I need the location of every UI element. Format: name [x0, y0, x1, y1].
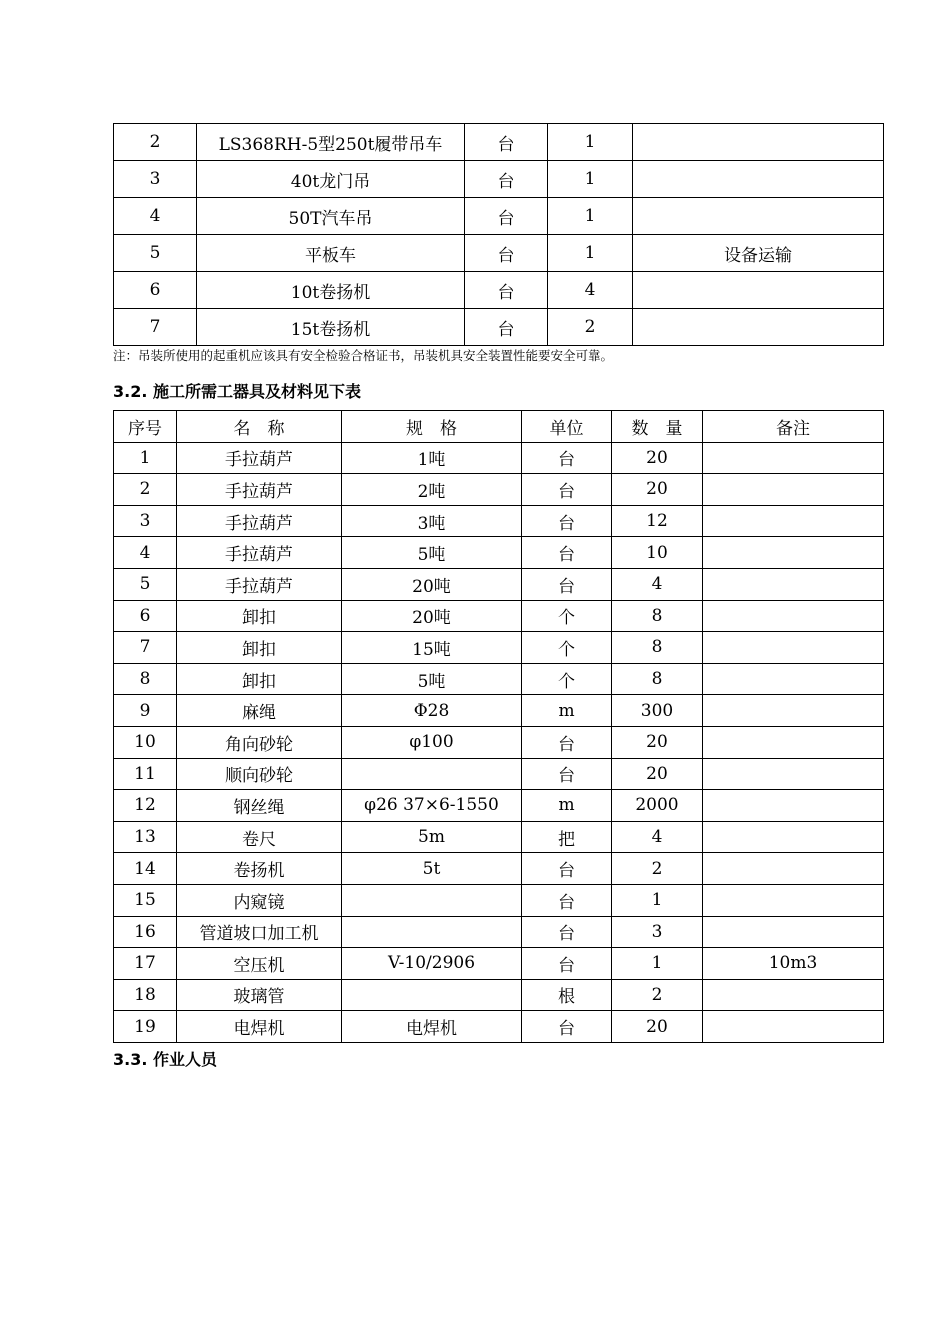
table-cell	[703, 505, 884, 537]
table-cell: 4	[548, 272, 633, 309]
table-cell: 1	[548, 198, 633, 235]
table-cell: V-10/2906	[342, 948, 522, 980]
table-cell: 1	[612, 884, 703, 916]
table-cell: 8	[612, 663, 703, 695]
table-row	[114, 821, 884, 853]
table-cell: 玻璃管	[177, 979, 342, 1011]
table-cell	[342, 979, 522, 1011]
table-row	[114, 632, 884, 664]
column-header: 单位	[522, 411, 612, 443]
table-cell: 10m3	[703, 948, 884, 980]
table-cell: 台	[465, 198, 548, 235]
table-cell	[703, 663, 884, 695]
table-cell: 5m	[342, 821, 522, 853]
table-cell: 1	[548, 161, 633, 198]
table-cell: 4	[114, 198, 197, 235]
table-cell: 电焊机	[342, 1011, 522, 1043]
table-cell: 顺向砂轮	[177, 758, 342, 790]
table-cell: 台	[465, 124, 548, 161]
crane-table	[113, 123, 884, 346]
table-cell: 台	[465, 235, 548, 272]
table-cell: 4	[114, 537, 177, 569]
table-cell	[703, 537, 884, 569]
table-cell: 2	[114, 124, 197, 161]
table-row	[114, 663, 884, 695]
column-header: 序号	[114, 411, 177, 443]
table-cell: 2	[612, 853, 703, 885]
table-cell: 5	[114, 235, 197, 272]
table-row	[114, 198, 884, 235]
table-cell: 12	[114, 790, 177, 822]
table-cell	[342, 758, 522, 790]
table-cell: 根	[522, 979, 612, 1011]
table-cell: 10	[612, 537, 703, 569]
table-cell: m	[522, 790, 612, 822]
table-cell	[703, 474, 884, 506]
table-cell: 15	[114, 884, 177, 916]
table-cell: 把	[522, 821, 612, 853]
table-row	[114, 568, 884, 600]
table-cell: 麻绳	[177, 695, 342, 727]
table-cell: 设备运输	[633, 235, 884, 272]
table-cell: 卸扣	[177, 632, 342, 664]
column-header: 规 格	[342, 411, 522, 443]
table-row	[114, 790, 884, 822]
table-cell: 空压机	[177, 948, 342, 980]
table-cell: 1	[612, 948, 703, 980]
table-cell: 3	[114, 161, 197, 198]
table-cell: 手拉葫芦	[177, 505, 342, 537]
table-cell: 20吨	[342, 568, 522, 600]
table-cell: 卷扬机	[177, 853, 342, 885]
table-row	[114, 948, 884, 980]
table-cell: 14	[114, 853, 177, 885]
table-cell: 台	[522, 537, 612, 569]
table-cell: 角向砂轮	[177, 726, 342, 758]
table-cell: 7	[114, 309, 197, 346]
table-cell: 50T汽车吊	[197, 198, 465, 235]
table-cell: 20吨	[342, 600, 522, 632]
column-header: 备注	[703, 411, 884, 443]
table-cell	[633, 198, 884, 235]
table-cell: 17	[114, 948, 177, 980]
table-cell	[703, 758, 884, 790]
table-cell	[633, 309, 884, 346]
table-cell: 4	[612, 568, 703, 600]
table-cell	[703, 916, 884, 948]
table-cell: 台	[522, 916, 612, 948]
table-cell: 个	[522, 632, 612, 664]
table-cell: 手拉葫芦	[177, 442, 342, 474]
table-cell: 10	[114, 726, 177, 758]
table-cell: 台	[522, 948, 612, 980]
table-row	[114, 537, 884, 569]
table-cell: 6	[114, 272, 197, 309]
table-cell	[703, 442, 884, 474]
table-row	[114, 884, 884, 916]
table-cell: 5吨	[342, 663, 522, 695]
table-cell: 台	[522, 442, 612, 474]
table-row	[114, 161, 884, 198]
table-cell: 12	[612, 505, 703, 537]
table-cell: 台	[522, 568, 612, 600]
table-cell: 5	[114, 568, 177, 600]
table-cell: 7	[114, 632, 177, 664]
table-cell: 台	[522, 853, 612, 885]
table-cell: φ26 37×6-1550	[342, 790, 522, 822]
table-cell	[703, 600, 884, 632]
table-cell: 平板车	[197, 235, 465, 272]
table-cell: 1	[548, 235, 633, 272]
table-cell: 8	[612, 632, 703, 664]
table-cell: 钢丝绳	[177, 790, 342, 822]
table-cell: 手拉葫芦	[177, 537, 342, 569]
table-cell: 台	[522, 474, 612, 506]
table-cell	[633, 272, 884, 309]
section-heading-3-2: 3.2. 施工所需工器具及材料见下表	[113, 382, 361, 401]
table-cell: 1	[548, 124, 633, 161]
table-cell: 4	[612, 821, 703, 853]
table-cell: 台	[522, 505, 612, 537]
table-row	[114, 442, 884, 474]
table-cell: 2	[114, 474, 177, 506]
table-cell: 台	[522, 758, 612, 790]
table-row	[114, 916, 884, 948]
table-cell: 11	[114, 758, 177, 790]
table-cell	[703, 979, 884, 1011]
table-cell: 8	[612, 600, 703, 632]
table-cell: 内窥镜	[177, 884, 342, 916]
table-cell	[633, 124, 884, 161]
table-cell: 20	[612, 1011, 703, 1043]
table-cell: 8	[114, 663, 177, 695]
table-cell: 卷尺	[177, 821, 342, 853]
table-cell: 台	[465, 272, 548, 309]
table-header-row	[114, 411, 884, 443]
table-cell: 3	[114, 505, 177, 537]
table-cell: φ100	[342, 726, 522, 758]
table-row	[114, 235, 884, 272]
table-cell: 3	[612, 916, 703, 948]
table-cell: 卸扣	[177, 663, 342, 695]
table-cell: m	[522, 695, 612, 727]
table-cell	[703, 884, 884, 916]
table-cell: 18	[114, 979, 177, 1011]
table-row	[114, 272, 884, 309]
table-cell: 16	[114, 916, 177, 948]
table-cell: 20	[612, 442, 703, 474]
table-row	[114, 505, 884, 537]
table-cell: 19	[114, 1011, 177, 1043]
table-row	[114, 1011, 884, 1043]
table-cell: 1吨	[342, 442, 522, 474]
table-row	[114, 758, 884, 790]
table-row	[114, 695, 884, 727]
table-cell: 个	[522, 600, 612, 632]
tools-table	[113, 410, 884, 1043]
table-cell: 台	[522, 1011, 612, 1043]
table-cell	[703, 695, 884, 727]
table-cell: 2吨	[342, 474, 522, 506]
table-cell: 手拉葫芦	[177, 568, 342, 600]
table-cell: 5吨	[342, 537, 522, 569]
table-cell: 台	[465, 161, 548, 198]
table-cell: 13	[114, 821, 177, 853]
table-cell: 20	[612, 726, 703, 758]
table-cell	[342, 884, 522, 916]
note-text: 注：吊装所使用的起重机应该具有安全检验合格证书，吊装机具安全装置性能要安全可靠。	[113, 348, 614, 363]
table-cell: 20	[612, 758, 703, 790]
table-cell: LS368RH-5型250t履带吊车	[197, 124, 465, 161]
table-cell: 5t	[342, 853, 522, 885]
table-row	[114, 474, 884, 506]
column-header: 数 量	[612, 411, 703, 443]
table-cell: 2	[612, 979, 703, 1011]
table-cell	[633, 161, 884, 198]
table-cell	[703, 1011, 884, 1043]
table-cell: 电焊机	[177, 1011, 342, 1043]
table-cell	[703, 790, 884, 822]
table-cell	[703, 853, 884, 885]
table-cell: 2	[548, 309, 633, 346]
table-cell: 1	[114, 442, 177, 474]
table-cell: 3吨	[342, 505, 522, 537]
section-heading-3-3: 3.3. 作业人员	[113, 1050, 217, 1069]
table-cell: 15t卷扬机	[197, 309, 465, 346]
table-cell: 个	[522, 663, 612, 695]
table-cell: 管道坡口加工机	[177, 916, 342, 948]
table-cell: 10t卷扬机	[197, 272, 465, 309]
table-cell: 台	[465, 309, 548, 346]
table-cell	[703, 568, 884, 600]
table-cell: 台	[522, 726, 612, 758]
table-cell: 6	[114, 600, 177, 632]
table-cell: 9	[114, 695, 177, 727]
table-cell: 2000	[612, 790, 703, 822]
table-cell: 40t龙门吊	[197, 161, 465, 198]
table-cell: 15吨	[342, 632, 522, 664]
table-cell: 卸扣	[177, 600, 342, 632]
table-cell: 300	[612, 695, 703, 727]
table-row	[114, 726, 884, 758]
table-cell: 20	[612, 474, 703, 506]
table-cell	[703, 632, 884, 664]
table-row	[114, 979, 884, 1011]
table-cell	[342, 916, 522, 948]
table-cell	[703, 821, 884, 853]
column-header: 名 称	[177, 411, 342, 443]
table-row	[114, 853, 884, 885]
table-cell	[703, 726, 884, 758]
table-cell: 手拉葫芦	[177, 474, 342, 506]
table-row	[114, 600, 884, 632]
table-row	[114, 124, 884, 161]
table-row	[114, 309, 884, 346]
table-cell: Φ28	[342, 695, 522, 727]
table-cell: 台	[522, 884, 612, 916]
